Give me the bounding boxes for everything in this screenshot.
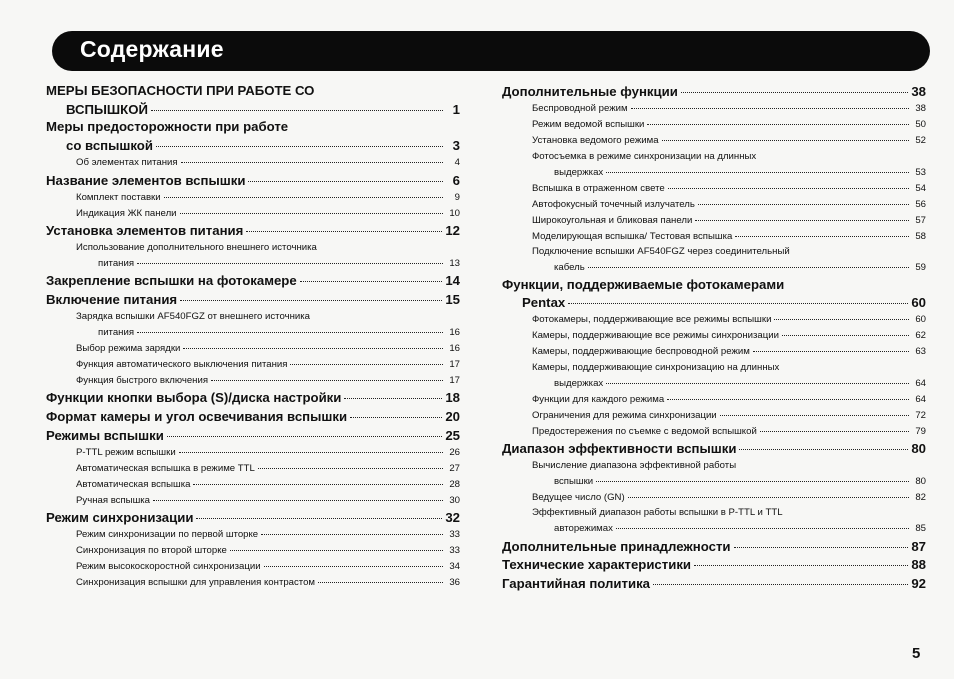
toc-entry-page: 33 xyxy=(449,529,460,541)
dot-leader xyxy=(667,389,909,400)
toc-entry-page: 9 xyxy=(454,191,460,203)
toc-entry-title: Название элементов вспышки xyxy=(46,172,246,188)
dot-leader xyxy=(137,253,443,264)
toc-entry-title: Включение питания xyxy=(46,292,178,308)
toc-entry[interactable] xyxy=(46,290,460,309)
dot-leader xyxy=(668,178,909,189)
toc-entry-page: 14 xyxy=(445,273,460,289)
dot-leader xyxy=(318,573,443,584)
toc-entry[interactable] xyxy=(502,228,926,244)
dot-leader xyxy=(246,218,442,232)
toc-entry-title: вспышки xyxy=(554,475,594,487)
toc-entry-title: ВСПЫШКОЙ xyxy=(66,101,148,117)
toc-entry-page: 27 xyxy=(449,462,460,474)
dot-leader xyxy=(739,436,908,450)
dot-leader xyxy=(616,519,909,530)
toc-entry-page: 58 xyxy=(915,230,926,242)
toc-entry-page: 36 xyxy=(449,577,460,589)
toc-entry-title: Моделирующая вспышка/ Тестовая вспышка xyxy=(532,230,733,242)
toc-entry-page: 13 xyxy=(449,257,460,269)
toc-entry[interactable] xyxy=(502,244,926,275)
toc-entry-title: Комплект поставки xyxy=(76,191,161,203)
dot-leader xyxy=(248,167,443,181)
dot-leader xyxy=(606,162,909,173)
toc-entry-title: P-TTL режим вспышки xyxy=(76,446,176,458)
toc-entry-page: 16 xyxy=(449,326,460,338)
dot-leader xyxy=(211,370,443,381)
toc-entry[interactable] xyxy=(502,360,926,391)
toc-entry-title: Использование дополнительного внешнего источника xyxy=(76,241,317,253)
toc-entry-title: Гарантийная политика xyxy=(502,576,650,592)
toc-entry-title: Функция быстрого включения xyxy=(76,374,209,386)
toc-entry-page: 6 xyxy=(452,172,460,188)
dot-leader xyxy=(156,133,443,147)
toc-entry-title: Выбор режима зарядки xyxy=(76,342,181,354)
toc-entry-title: выдержках xyxy=(554,166,604,178)
toc-entry-page: 26 xyxy=(449,446,460,458)
toc-entry-page: 63 xyxy=(915,346,926,358)
toc-entry-page: 30 xyxy=(449,494,460,506)
toc-entry-page: 80 xyxy=(911,441,926,457)
dot-leader xyxy=(653,571,908,585)
toc-entry-page: 80 xyxy=(915,475,926,487)
toc-entry-title: Фотокамеры, поддерживающие все режимы вспышки xyxy=(532,314,772,326)
dot-leader xyxy=(568,290,908,304)
toc-entry-title: Функции для каждого режима xyxy=(532,393,665,405)
toc-entry-title: Ручная вспышка xyxy=(76,494,151,506)
toc-entry[interactable] xyxy=(46,240,460,271)
toc-entry-page: 33 xyxy=(449,545,460,557)
toc-entry[interactable] xyxy=(502,344,926,360)
toc-entry-title: Установка ведомого режима xyxy=(532,135,659,147)
toc-entry-title: Режимы вспышки xyxy=(46,427,164,443)
toc-entry-title: Предостережения по съемке с ведомой вспышкой xyxy=(532,425,757,437)
toc-entry[interactable] xyxy=(46,82,460,118)
toc-entry-page: 20 xyxy=(445,408,460,424)
dot-leader xyxy=(782,326,909,337)
toc-entry-page: 60 xyxy=(915,314,926,326)
page-title: Содержание xyxy=(80,36,224,62)
toc-entry-page: 60 xyxy=(911,295,926,311)
toc-entry-title: Меры предосторожности при работе xyxy=(46,119,289,135)
toc-entry-title: со вспышкой xyxy=(66,137,153,153)
toc-entry-title: выдержках xyxy=(554,377,604,389)
toc-entry[interactable] xyxy=(502,458,926,489)
toc-entry-title: Автоматическая вспышка xyxy=(76,478,191,490)
toc-entry-page: 52 xyxy=(915,135,926,147)
toc-entry-page: 56 xyxy=(915,198,926,210)
toc-entry-title: Режим синхронизации xyxy=(46,510,194,526)
toc-entry-page: 87 xyxy=(911,538,926,554)
dot-leader xyxy=(230,541,443,552)
dot-leader xyxy=(631,99,909,110)
dot-leader xyxy=(264,557,443,568)
toc-entry-page: 16 xyxy=(449,342,460,354)
dot-leader xyxy=(760,421,909,432)
dot-leader xyxy=(181,152,443,163)
dot-leader xyxy=(681,79,908,93)
toc-entry-page: 28 xyxy=(449,478,460,490)
toc-entry-title: питания xyxy=(98,326,135,338)
dot-leader xyxy=(344,385,442,399)
dot-leader xyxy=(151,97,443,111)
toc-entry-page: 54 xyxy=(915,182,926,194)
toc-entry-title: Ведущее число (GN) xyxy=(532,491,625,503)
toc-entry-title: Камеры, поддерживающие беспроводной режим xyxy=(532,346,750,358)
toc-entry[interactable] xyxy=(46,118,460,154)
dot-leader xyxy=(606,373,909,384)
toc-entry[interactable] xyxy=(46,575,460,591)
toc-entry-title: Вычисление диапазона эффективной работы xyxy=(532,459,737,471)
toc-right-column xyxy=(502,82,926,593)
dot-leader xyxy=(753,342,909,353)
toc-entry-title: Синхронизация по второй шторке xyxy=(76,545,227,557)
toc-entry-title: Синхронизация вспышки для управления контрастом xyxy=(76,577,316,589)
toc-entry-page: 64 xyxy=(915,377,926,389)
toc-entry-page: 25 xyxy=(445,427,460,443)
dot-leader xyxy=(588,258,909,269)
toc-entry-title: Дополнительные принадлежности xyxy=(502,538,731,554)
toc-entry-title: Режим синхронизации по первой шторке xyxy=(76,529,259,541)
toc-entry-page: 88 xyxy=(911,557,926,573)
toc-entry-page: 59 xyxy=(915,262,926,274)
dot-leader xyxy=(290,354,443,365)
toc-entry-title: Функции, поддерживаемые фотокамерами xyxy=(502,276,785,292)
toc-entry[interactable] xyxy=(502,574,926,593)
toc-entry-page: 34 xyxy=(449,561,460,573)
toc-entry[interactable] xyxy=(502,276,926,312)
toc-entry-page: 50 xyxy=(915,119,926,131)
toc-entry-page: 17 xyxy=(449,358,460,370)
dot-leader xyxy=(647,115,909,126)
toc-entry-title: Режим высокоскоростной синхронизации xyxy=(76,561,261,573)
toc-entry-title: Эффективный диапазон работы вспышки в P-TTL и TTL xyxy=(532,507,783,519)
dot-leader xyxy=(167,422,443,436)
dot-leader xyxy=(698,194,909,205)
toc-entry-title: МЕРЫ БЕЗОПАСНОСТИ ПРИ РАБОТЕ СО xyxy=(46,83,315,98)
toc-entry-page: 53 xyxy=(915,166,926,178)
dot-leader xyxy=(137,322,443,333)
toc-entry-title: Pentax xyxy=(522,295,566,311)
dot-leader xyxy=(300,268,443,282)
toc-entry-title: авторежимах xyxy=(554,523,613,535)
header-bar xyxy=(52,31,930,71)
dot-leader xyxy=(153,490,443,501)
dot-leader xyxy=(694,552,908,566)
dot-leader xyxy=(628,487,909,498)
toc-entry-page: 1 xyxy=(452,101,460,117)
dot-leader xyxy=(735,226,909,237)
toc-entry-page: 38 xyxy=(915,103,926,115)
dot-leader xyxy=(179,442,443,453)
toc-entry-title: кабель xyxy=(554,262,585,274)
toc-entry[interactable] xyxy=(502,439,926,458)
dot-leader xyxy=(258,458,443,469)
toc-entry-title: Ограничения для режима синхронизации xyxy=(532,409,717,421)
toc-entry-page: 18 xyxy=(445,390,460,406)
toc-entry[interactable] xyxy=(46,221,460,240)
toc-entry-page: 57 xyxy=(915,214,926,226)
toc-entry-title: Индикация ЖК панели xyxy=(76,207,177,219)
toc-entry-title: Функции кнопки выбора (S)/диска настройки xyxy=(46,390,342,406)
toc-entry-page: 62 xyxy=(915,330,926,342)
dot-leader xyxy=(193,474,443,485)
toc-entry-title: Широкоугольная и бликовая панели xyxy=(532,214,693,226)
toc-entry-title: Камеры, поддерживающие синхронизацию на длинных xyxy=(532,361,780,373)
dot-leader xyxy=(695,210,909,221)
toc-entry-page: 64 xyxy=(915,393,926,405)
dot-leader xyxy=(183,338,443,349)
toc-entry-title: Камеры, поддерживающие все режимы синхронизации xyxy=(532,330,779,342)
toc-entry-page: 82 xyxy=(915,491,926,503)
toc-entry-page: 72 xyxy=(915,409,926,421)
toc-entry-title: Закрепление вспышки на фотокамере xyxy=(46,273,297,289)
toc-entry-page: 32 xyxy=(445,510,460,526)
dot-leader xyxy=(350,404,442,418)
toc-entry[interactable] xyxy=(502,149,926,180)
toc-left-column xyxy=(46,82,460,591)
toc-entry-title: Вспышка в отраженном свете xyxy=(532,182,665,194)
dot-leader xyxy=(180,287,442,301)
dot-leader xyxy=(596,471,909,482)
dot-leader xyxy=(720,405,909,416)
toc-entry-title: Автофокусный точечный излучатель xyxy=(532,198,695,210)
toc-entry-title: Автоматическая вспышка в режиме TTL xyxy=(76,462,255,474)
toc-entry-page: 12 xyxy=(445,223,460,239)
page-number: 5 xyxy=(912,645,921,662)
toc-entry-title: Дополнительные функции xyxy=(502,84,678,100)
toc-entry-title: Зарядка вспышки AF540FGZ от внешнего источника xyxy=(76,310,310,322)
toc-entry-title: питания xyxy=(98,257,135,269)
dot-leader xyxy=(196,505,442,519)
dot-leader xyxy=(734,534,909,548)
toc-entry-page: 38 xyxy=(911,84,926,100)
dot-leader xyxy=(180,203,443,214)
dot-leader xyxy=(774,310,909,321)
toc-entry[interactable] xyxy=(502,505,926,536)
toc-entry-page: 17 xyxy=(449,374,460,386)
toc-entry-title: Диапазон эффективности вспышки xyxy=(502,441,737,457)
toc-entry-title: Беспроводной режим xyxy=(532,103,628,115)
toc-entry-title: Об элементах питания xyxy=(76,156,178,168)
dot-leader xyxy=(662,131,909,142)
toc-entry[interactable] xyxy=(502,489,926,505)
toc-entry-title: Установка элементов питания xyxy=(46,223,244,239)
toc-entry-page: 3 xyxy=(452,137,460,153)
toc-entry-title: Фотосъемка в режиме синхронизации на длинных xyxy=(532,150,757,162)
toc-entry[interactable] xyxy=(46,309,460,340)
toc-entry-title: Технические характеристики xyxy=(502,557,692,573)
toc-entry-title: Функция автоматического выключения питания xyxy=(76,358,288,370)
toc-entry-title: Подключение вспышки AF540FGZ через соединительный xyxy=(532,246,790,258)
toc-entry-page: 15 xyxy=(445,292,460,308)
toc-entry-page: 10 xyxy=(449,207,460,219)
toc-entry-title: Формат камеры и угол освечивания вспышки xyxy=(46,408,348,424)
toc-entry-page: 4 xyxy=(454,156,460,168)
toc-entry-title: Режим ведомой вспышки xyxy=(532,119,645,131)
dot-leader xyxy=(164,187,443,198)
toc-entry-page: 85 xyxy=(915,523,926,535)
toc-entry[interactable] xyxy=(502,133,926,149)
dot-leader xyxy=(261,525,443,536)
toc-entry-page: 79 xyxy=(915,425,926,437)
toc-entry-page: 92 xyxy=(911,576,926,592)
